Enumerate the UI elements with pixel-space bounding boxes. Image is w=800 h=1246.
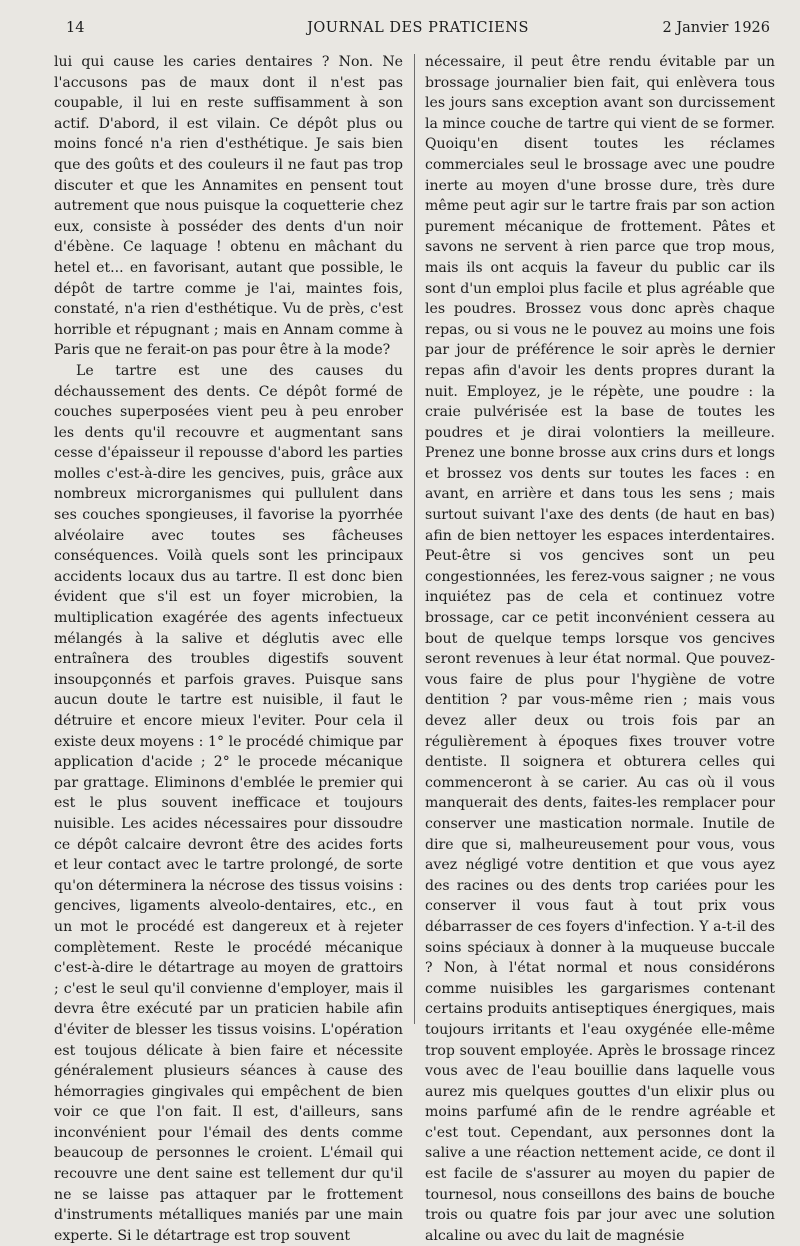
page-number: 14 [66, 20, 85, 36]
column-divider [414, 54, 415, 1024]
page-header [66, 20, 770, 46]
right-column [425, 52, 775, 1244]
paragraph: nécessaire, il peut être rendu évitable par un brossage journalier bien fait, qui enlèvera tous les jours sans exception avant son durcissement la mince couche de tartre qui vient de se former. Quoiqu'en disent toutes les réclames commerciales seul le brossage avec une poudre inerte au moyen d'une brosse dure, très dure même peut agir sur le tartre frais par son action purement mécanique de frottement. Pâtes et savons ne servent à rien parce que trop mous, mais ils ont acquis la faveur du public car ils sont d'un emploi plus facile et plus agréable que les poudres. Brossez vous donc après chaque repas, ou si vous ne le pouvez au moins une fois par jour de préférence le soir après le dernier repas afin d'avoir les dents propres durant la nuit. Employez, je le répète, une poudre : la craie pulvérisée est la base de toutes les poudres et je dirai volontiers la meilleure. Prenez une bonne brosse aux crins durs et longs et brossez vos dents sur toutes les faces : en avant, en arrière et dans tous les sens ; mais surtout suivant l'axe des dents (de haut en bas) afin de bien nettoyer les espaces interdentaires. Peut-être si vos gencives sont un peu congestionnées, les ferez-vous saigner ; ne vous inquiétez pas de cela et continuez votre brossage, car ce petit inconvénient cessera au bout de quelque temps lorsque vos gencives seront revenues à leur état normal. Que pouvez-vous faire de plus pour l'hygiène de votre dentition ? par vous-même rien ; mais vous devez aller deux ou trois fois par an régulièrement à époques fixes trouver votre dentiste. Il soignera et obturera celles qui commenceront à se carier. Au cas où il vous manquerait des dents, faites-les remplacer pour conserver une mastication normale. Inutile de dire que si, malheureusement pour vous, vous avez négligé votre dentition et que vous ayez des racines ou des dents trop cariées pour les conserver il vous faut à tout prix vous débarrasser de ces foyers d'infection. Y a-t-il des soins spéciaux à donner à la muqueuse buccale ? Non, à l'état normal et nous considérons comme nuisibles les gargarismes contenant certains produits antiseptiques énergiques, mais toujours irritants et l'eau oxygénée elle-même trop souvent employée. Après le brossage rincez vous avec de l'eau bouillie dans laquelle vous aurez mis quelques gouttes d'un elixir plus ou moins parfumé afin de le rendre agréable et c'est tout. Cependant, aux personnes dont la salive a une réaction nettement acide, ce dont il est facile de s'assurer au moyen du papier de tournesol, nous conseillons des bains de bouche trois ou quatre fois par jour avec une solution alcaline ou avec du lait de magnésie [425, 54, 775, 1244]
journal-title: JOURNAL DES PRATICIENS [307, 20, 529, 36]
left-column [54, 52, 403, 1244]
paragraph: Le tartre est une des causes du déchaussement des dents. Ce dépôt formé de couches superposées vient peu à peu enrober les dents qu'il recouvre et augmentant sans cesse d'épaisseur il repousse d'abord les parties molles c'est-à-dire les gencives, puis, grâce aux nombreux microrganismes qui pullulent dans ses couches spongieuses, il favorise la pyorrhée alvéolaire avec toutes ses fâcheuses conséquences. Voilà quels sont les principaux accidents locaux dus au tartre. Il est donc bien évident que s'il est un foyer microbien, la multiplication exagérée des agents infectueux mélangés à la salive et déglutis avec elle entraînera des troubles digestifs souvent insoupçonnés et parfois graves. Puisque sans aucun doute le tartre est nuisible, il faut le détruire et encore mieux l'eviter. Pour cela il existe deux moyens : 1° le procédé chimique par application d'acide ; 2° le procede mécanique par grattage. Eliminons d'emblée le premier qui est le plus souvent inefficace et toujours nuisible. Les acides nécessaires pour dissoudre ce dépôt calcaire devront être des acides forts et leur contact avec le tartre prolongé, de sorte qu'on déterminera la nécrose des tissus voisins : gencives, ligaments alveolo-dentaires, etc., en un mot le procédé est dangereux et à rejeter complètement. Reste le procédé mécanique c'est-à-dire le détartrage au moyen de grattoirs ; c'est le seul qu'il convienne d'employer, mais il devra être exécuté par un praticien habile afin d'éviter de blesser les tissus voisins. L'opération est toujous délicate à bien faire et nécessite généralement plusieurs séances à cause des hémorragies gingivales qui empêchent de bien voir ce que l'on fait. Il est, d'ailleurs, sans inconvénient pour l'émail des dents comme beaucoup de personnes le croient. L'émail qui recouvre une dent saine est tellement dur qu'il ne se laisse pas attaquer par le frottement d'instruments métalliques maniés par une main experte. Si le détartrage est trop souvent [54, 362, 403, 1244]
issue-date: 2 Janvier 1926 [662, 20, 770, 36]
paragraph: lui qui cause les caries dentaires ? Non. Ne l'accusons pas de maux dont il n'est pas coupable, il lui en reste suffisamment à son actif. D'abord, il est vilain. Ce dépôt plus ou moins foncé n'a rien d'esthétique. Je sais bien que des goûts et des couleurs il ne faut pas trop discuter et que les Annamites en pensent tout autrement que nous puisque la coquetterie chez eux, consiste à posséder des dents d'un noir d'ébène. Ce laquage ! obtenu en mâchant du hetel et... en favorisant, autant que possible, le dépôt de tartre comme je l'ai, maintes fois, constaté, n'a rien d'esthétique. Vu de près, c'est horrible et répugnant ; mais en Annam comme à Paris que ne ferait-on pas pour être à la mode? [54, 54, 403, 359]
